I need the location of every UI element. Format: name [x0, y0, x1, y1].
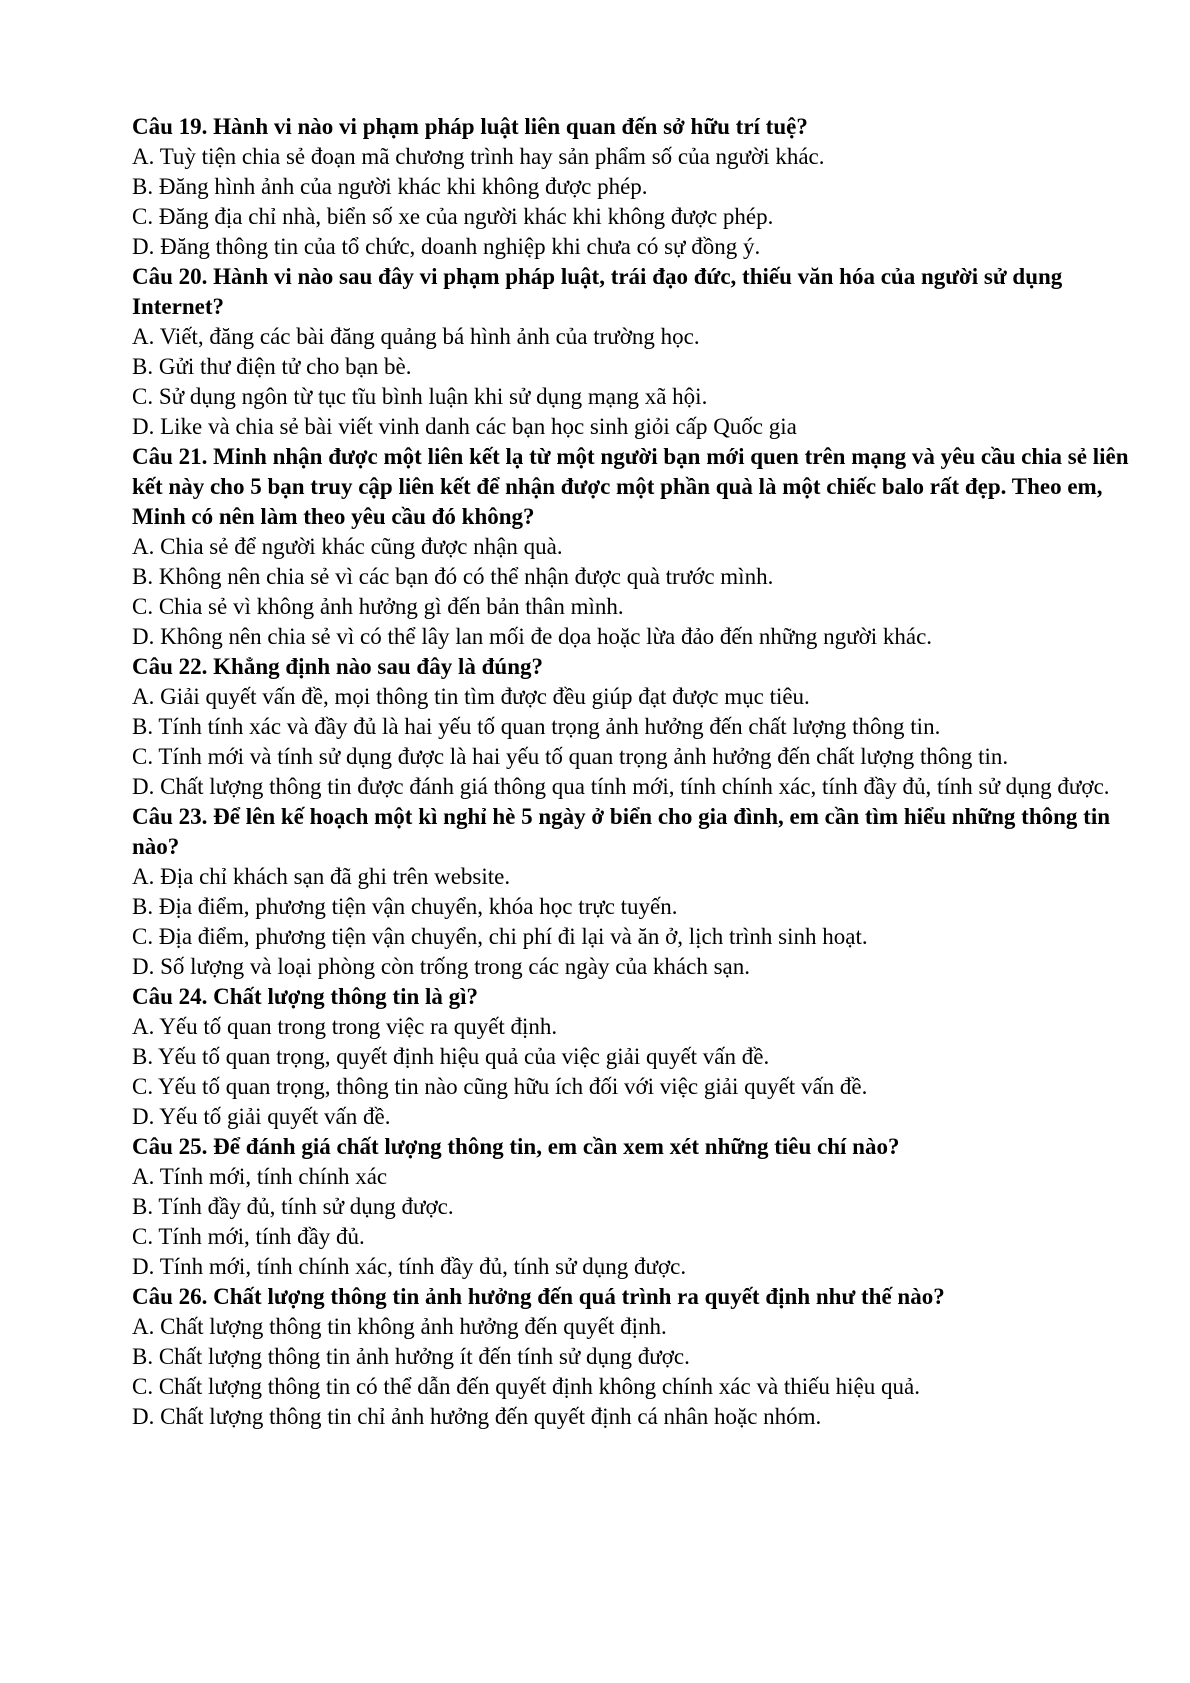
document-page: [132, 112, 1132, 1432]
option-b: B. Đăng hình ảnh của người khác khi không được phép.: [132, 174, 648, 199]
question-text: Câu 20. Hành vi nào sau đây vi phạm pháp luật, trái đạo đức, thiếu văn hóa của người sử dụng Internet?: [132, 264, 1063, 319]
option-d: D. Đăng thông tin của tổ chức, doanh nghiệp khi chưa có sự đồng ý.: [132, 234, 761, 259]
question-23: [132, 802, 1132, 982]
question-text: Câu 24. Chất lượng thông tin là gì?: [132, 984, 479, 1009]
option-c: C. Tính mới, tính đầy đủ.: [132, 1224, 365, 1249]
question-22: [132, 652, 1132, 802]
option-d: D. Chất lượng thông tin được đánh giá thông qua tính mới, tính chính xác, tính đầy đủ, tính sử dụng được.: [132, 774, 1110, 799]
option-a: A. Chất lượng thông tin không ảnh hưởng đến quyết định.: [132, 1314, 667, 1339]
question-text: Câu 22. Khẳng định nào sau đây là đúng?: [132, 654, 543, 679]
option-a: A. Tuỳ tiện chia sẻ đoạn mã chương trình hay sản phẩm số của người khác.: [132, 144, 825, 169]
option-a: A. Chia sẻ để người khác cũng được nhận quà.: [132, 534, 563, 559]
question-26: [132, 1282, 1132, 1432]
option-b: B. Địa điểm, phương tiện vận chuyển, khóa học trực tuyến.: [132, 894, 678, 919]
option-b: B. Tính đầy đủ, tính sử dụng được.: [132, 1194, 454, 1219]
option-c: C. Chất lượng thông tin có thể dẫn đến quyết định không chính xác và thiếu hiệu quả.: [132, 1374, 920, 1399]
option-a: A. Viết, đăng các bài đăng quảng bá hình ảnh của trường học.: [132, 324, 700, 349]
option-c: C. Sử dụng ngôn từ tục tĩu bình luận khi sử dụng mạng xã hội.: [132, 384, 708, 409]
option-b: B. Gửi thư điện tử cho bạn bè.: [132, 354, 412, 379]
option-d: D. Số lượng và loại phòng còn trống trong các ngày của khách sạn.: [132, 954, 751, 979]
option-b: B. Không nên chia sẻ vì các bạn đó có thể nhận được quà trước mình.: [132, 564, 774, 589]
question-text: Câu 23. Để lên kế hoạch một kì nghỉ hè 5 ngày ở biển cho gia đình, em cần tìm hiểu những thông tin nào?: [132, 804, 1111, 859]
option-c: C. Địa điểm, phương tiện vận chuyển, chi phí đi lại và ăn ở, lịch trình sinh hoạt.: [132, 924, 868, 949]
question-21: [132, 442, 1132, 652]
option-b: B. Tính tính xác và đầy đủ là hai yếu tố quan trọng ảnh hưởng đến chất lượng thông tin.: [132, 714, 941, 739]
question-20: [132, 262, 1132, 442]
option-a: A. Yếu tố quan trong trong việc ra quyết định.: [132, 1014, 558, 1039]
option-a: A. Giải quyết vấn đề, mọi thông tin tìm được đều giúp đạt được mục tiêu.: [132, 684, 810, 709]
option-d: D. Không nên chia sẻ vì có thể lây lan mối đe dọa hoặc lừa đảo đến những người khác.: [132, 624, 933, 649]
option-d: D. Like và chia sẻ bài viết vinh danh các bạn học sinh giỏi cấp Quốc gia: [132, 414, 797, 439]
option-d: D. Chất lượng thông tin chỉ ảnh hưởng đến quyết định cá nhân hoặc nhóm.: [132, 1404, 822, 1429]
question-text: Câu 26. Chất lượng thông tin ảnh hưởng đến quá trình ra quyết định như thế nào?: [132, 1284, 945, 1309]
question-text: Câu 25. Để đánh giá chất lượng thông tin, em cần xem xét những tiêu chí nào?: [132, 1134, 900, 1159]
question-text: Câu 21. Minh nhận được một liên kết lạ từ một người bạn mới quen trên mạng và yêu cầu chia sẻ liên kết này cho 5 bạn truy cập liên kết để nhận được một phần quà là một chiếc balo rất đẹp. Theo em, Minh có nên làm theo yêu cầu đó không?: [132, 444, 1129, 529]
option-b: B. Yếu tố quan trọng, quyết định hiệu quả của việc giải quyết vấn đề.: [132, 1044, 770, 1069]
option-b: B. Chất lượng thông tin ảnh hưởng ít đến tính sử dụng được.: [132, 1344, 690, 1369]
question-text: Câu 19. Hành vi nào vi phạm pháp luật liên quan đến sở hữu trí tuệ?: [132, 114, 808, 139]
question-25: [132, 1132, 1132, 1282]
option-a: A. Địa chỉ khách sạn đã ghi trên website.: [132, 864, 511, 889]
option-c: C. Tính mới và tính sử dụng được là hai yếu tố quan trọng ảnh hưởng đến chất lượng thông tin.: [132, 744, 1009, 769]
question-24: [132, 982, 1132, 1132]
option-c: C. Chia sẻ vì không ảnh hưởng gì đến bản thân mình.: [132, 594, 624, 619]
option-c: C. Yếu tố quan trọng, thông tin nào cũng hữu ích đối với việc giải quyết vấn đề.: [132, 1074, 868, 1099]
option-c: C. Đăng địa chỉ nhà, biển số xe của người khác khi không được phép.: [132, 204, 774, 229]
option-d: D. Yếu tố giải quyết vấn đề.: [132, 1104, 391, 1129]
question-19: [132, 112, 1132, 262]
option-d: D. Tính mới, tính chính xác, tính đầy đủ, tính sử dụng được.: [132, 1254, 687, 1279]
option-a: A. Tính mới, tính chính xác: [132, 1164, 388, 1189]
